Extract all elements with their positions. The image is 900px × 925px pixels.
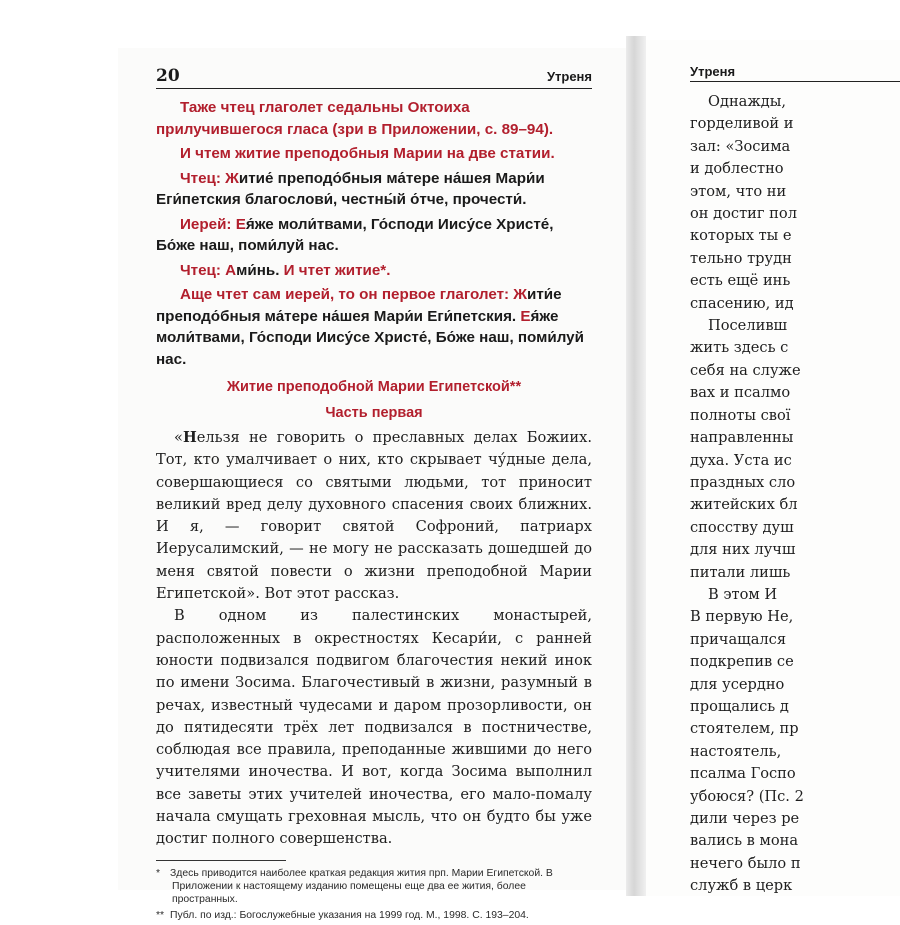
rubric-run: итие́ преподо́бныя ма́тере на́шея Мари́и Еги́петския благослови́, честны́й о́тче, прочести́.: [156, 169, 545, 208]
right-page-line: есть ещё инь: [690, 272, 791, 290]
right-page-line: зал: «Зосима: [690, 137, 791, 155]
right-page-line: направленны: [690, 429, 794, 447]
rubric-run: Ж: [225, 169, 239, 187]
right-page-line: для усердно: [690, 675, 785, 693]
paragraph-2: В одном из палестинских монастырей, расположенных в окрестностях Кесари́и, с ранней юности подвизался подвигом благочестия некий инок по имени Зосима. Благочестивый в жизни, разумный в речах, известный чудесами и даром прозорливости, он до пятидесяти трёх лет подвизался в постничестве, соблюдая все правила, преподанные жившими до него учителями иночества. И вот, когда Зосима выполнил все заветы этих учителей иночества, его мало-помалу начала смущать греховная мысль, что он будто бы уже достиг полного совершенства.: [156, 607, 592, 848]
right-page-line: псалма Госпо: [690, 765, 796, 783]
rubric-run: Чтец:: [180, 169, 226, 187]
footnote-rule: [156, 860, 286, 861]
left-page: [118, 48, 638, 921]
right-page-line: полноты свої: [690, 406, 791, 424]
rubric-line: [156, 260, 592, 282]
right-page-line: спасению, ид: [690, 294, 794, 312]
right-page-line: В этом И: [708, 585, 778, 603]
rubric-run: И чтем житие преподобныя Марии на две статии.: [180, 145, 555, 162]
rubric-run: Е: [235, 215, 246, 233]
life-heading: Житие преподобной Марии Египетской**: [226, 379, 522, 395]
footnote-mark: *: [156, 867, 161, 879]
rubric-line: [156, 143, 592, 165]
right-page-line: себя на служе: [690, 361, 801, 379]
left-page-content: [156, 66, 592, 925]
running-head: [156, 66, 592, 89]
rubric-run: Е: [520, 307, 531, 325]
right-page-line: спосству душ: [690, 518, 794, 536]
rubric-line: [156, 284, 592, 370]
rubric-run: Ж: [513, 286, 528, 303]
footnote-text: Здесь приводится наиболее краткая редакция жития прп. Марии Египетской. В Приложении к настоящему изданию помещены еще два ее жития, более пространных.: [170, 867, 553, 905]
right-page-line: В первую Не,: [690, 608, 794, 626]
rubric-run: ити́е преподо́бныя ма́тере на́шея Мари́и Еги́петския.: [156, 286, 562, 325]
rubric-run: ми́нь.: [236, 261, 284, 279]
rubrics-block: [156, 97, 592, 370]
footnote-text: Публ. по изд.: Богослужебные указания на 1999 год. М., 1998. С. 193–204.: [170, 909, 529, 921]
right-page-line: праздных сло: [690, 473, 796, 491]
book-gutter: [626, 36, 646, 896]
right-page-line: нечего было п: [690, 854, 801, 872]
rubric-run: Иерей:: [180, 215, 236, 233]
footnotes: [156, 867, 592, 922]
rubric-line: [156, 168, 592, 211]
right-page-line: питали лишь: [690, 563, 791, 581]
right-page-line: житейских бл: [690, 496, 798, 514]
footnote: [156, 909, 592, 922]
rubric-run: я́же моли́твами, Го́споди Иису́се Христе́, Бо́же наш, поми́луй нас.: [156, 215, 554, 254]
page-number: 20: [156, 66, 180, 86]
right-page-line: убоюся? (Пс. 2: [690, 787, 804, 805]
right-page-line: вах и псалмо: [690, 384, 791, 402]
right-page-lines: [690, 91, 900, 896]
right-page-line: для них лучш: [690, 541, 796, 559]
paragraph-1: [156, 427, 592, 605]
footnote-mark: **: [156, 909, 165, 921]
right-page-line: тельно трудн: [690, 249, 792, 267]
rubric-run: И чтет житие*.: [283, 261, 391, 279]
rubric-line: [156, 97, 592, 140]
right-page-line: и доблестно: [690, 160, 784, 178]
right-page-line: он достиг пол: [690, 205, 797, 223]
right-page: [646, 40, 900, 896]
rubric-run: я́же моли́твами, Го́споди Иису́се Христе́, Бо́же наш, поми́луй нас.: [156, 307, 584, 368]
paragraph-1-text: ельзя не говорить о преславных делах Божиих. Тот, кто умалчивает о них, кто скрывает чу́дные дела, совершающиеся со святыми людьми, тот приносит великий вред делу духовного спасения своих ближних. И я, — говорит святой Софроний, патриарх Иерусалимский, — не могу не рассказать дошедшей до меня святой повести о жизни преподобной Марии Египетской». Вот этот рассказ.: [156, 429, 592, 603]
part-heading: Часть первая: [325, 405, 423, 421]
right-page-line: настоятель,: [690, 742, 782, 760]
right-page-line: духа. Уста ис: [690, 451, 792, 469]
rubric-run: А: [225, 261, 237, 279]
rubric-run: Таже чтец глаголет седальны Октоиха прилучившегося гласа (зри в Приложении, с. 89–94).: [156, 99, 554, 138]
right-page-line: вались в мона: [690, 832, 799, 850]
right-running-head: Утреня: [690, 64, 900, 82]
drop-cap: Н: [182, 429, 197, 446]
right-page-line: горделивой и: [690, 115, 794, 133]
right-page-line: этом, что ни: [690, 182, 787, 200]
right-page-line: стоятелем, пр: [690, 720, 799, 738]
rubric-run: Аще чтет сам иерей, то он первое глаголет:: [180, 286, 514, 303]
quote-mark: «: [174, 429, 183, 446]
right-page-line: подкрепив се: [690, 653, 794, 671]
right-page-line: причащался: [690, 630, 787, 648]
right-page-content: [690, 64, 900, 896]
right-page-line: Поселивш: [708, 317, 788, 335]
right-page-line: дили через ре: [690, 810, 800, 827]
right-page-line: служб в церк: [690, 877, 793, 895]
right-page-line: которых ты е: [690, 227, 792, 245]
rubric-run: Чтец:: [180, 261, 226, 279]
right-page-line: Однажды,: [708, 93, 787, 110]
right-page-line: прощались д: [690, 697, 789, 715]
section-title: Утреня: [546, 69, 592, 84]
right-page-line: жить здесь с: [690, 339, 789, 357]
rubric-line: [156, 214, 592, 257]
